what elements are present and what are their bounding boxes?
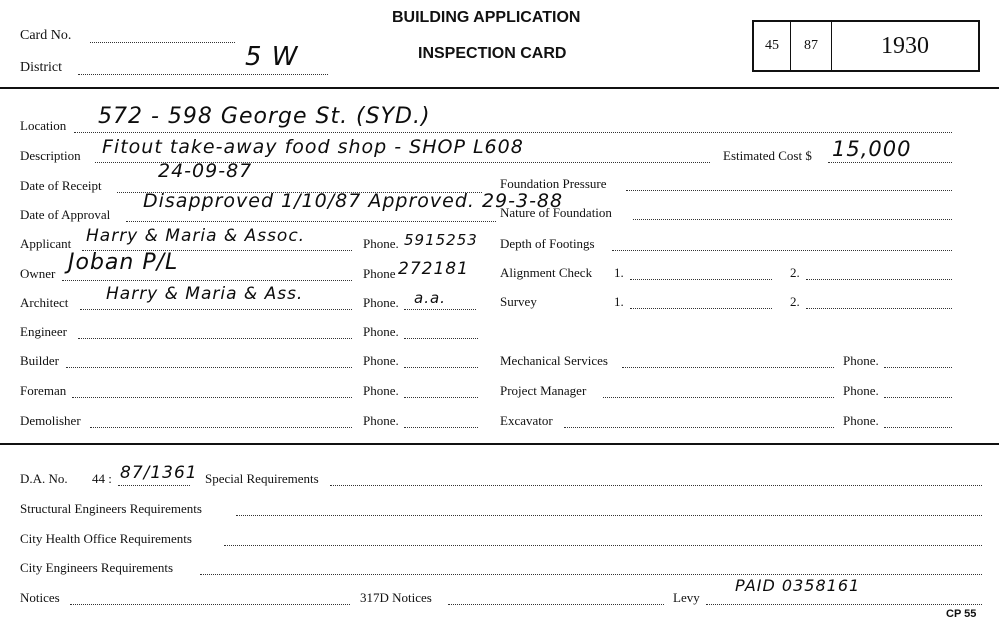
ref-box-a: 45 [754,22,791,70]
nature-of-foundation-label: Nature of Foundation [500,205,612,220]
estimated-cost-line [828,162,952,163]
date-of-approval-line [126,221,496,222]
levy-label: Levy [673,590,700,605]
foundation-pressure-line [626,190,952,191]
architect-phone-value: a.a. [414,289,446,307]
applicant-phone-value: 5915253 [404,231,478,249]
location-label: Location [20,118,67,133]
form-code: CP 55 [946,608,977,620]
architect-phone-line [404,309,476,310]
survey-line-2 [806,308,952,309]
foundation-pressure-label: Foundation Pressure [500,176,607,191]
engineer-line [78,338,352,339]
survey-line-1 [630,308,772,309]
engineer-phone-label: Phone. [363,324,399,339]
district-line [78,74,328,75]
architect-label: Architect [20,295,69,310]
description-value: Fitout take-away food shop - SHOP L608 [102,136,524,158]
alignment-check-line-1 [630,279,772,280]
da-value: 87/1361 [120,463,198,483]
date-of-approval-label: Date of Approval [20,207,111,222]
foreman-phone-line [404,397,478,398]
reference-boxes [752,20,980,72]
builder-line [66,367,352,368]
demolisher-line [90,427,352,428]
foreman-label: Foreman [20,383,67,398]
owner-label: Owner [20,266,56,281]
levy-value: PAID 0358161 [735,576,861,595]
owner-line [62,280,352,281]
mechanical-services-line [622,367,834,368]
depth-of-footings-line [612,250,952,251]
alignment-check-num-1: 1. [614,265,624,280]
city-health-label: City Health Office Requirements [20,531,192,546]
applicant-label: Applicant [20,236,72,251]
alignment-check-num-2: 2. [790,265,800,280]
ref-box-year: 1930 [881,32,929,59]
district-label: District [20,60,62,75]
owner-phone-value: 272181 [398,259,469,279]
date-of-approval-value: Disapproved 1/10/87 Approved. 29-3-88 [143,190,564,212]
structural-engineers-label: Structural Engineers Requirements [20,501,202,516]
description-label: Description [20,148,81,163]
date-of-receipt-value: 24-09-87 [158,160,253,182]
notices-317d-label: 317D Notices [360,590,432,605]
estimated-cost-label: Estimated Cost $ [723,148,812,163]
notices-label: Notices [20,590,60,605]
survey-num-1: 1. [614,294,624,309]
builder-label: Builder [20,353,59,368]
project-manager-phone-line [884,397,952,398]
card-no-line [90,42,235,43]
applicant-phone-label: Phone. [363,236,399,251]
project-manager-label: Project Manager [500,383,587,398]
alignment-check-line-2 [806,279,952,280]
form-title-line2: INSPECTION CARD [418,45,567,62]
builder-phone-label: Phone. [363,353,399,368]
owner-value: Joban P/L [68,250,179,275]
nature-of-foundation-line [633,219,952,220]
section-rule [0,443,999,445]
location-value: 572 - 598 George St. (SYD.) [98,104,431,129]
ref-box-b: 87 [791,22,832,70]
excavator-phone-label: Phone. [843,413,879,428]
da-no-label: D.A. No. [20,471,68,486]
depth-of-footings-label: Depth of Footings [500,236,595,251]
notices-line [70,604,350,605]
foreman-line [72,397,352,398]
mechanical-services-phone-label: Phone. [843,353,879,368]
city-engineers-line [200,574,982,575]
card-no-label: Card No. [20,28,72,43]
estimated-cost-value: 15,000 [832,137,912,161]
applicant-value: Harry & Maria & Assoc. [86,226,306,246]
form-title-line1: BUILDING APPLICATION [392,9,581,26]
district-value: 5 W [245,42,299,72]
levy-line [706,604,982,605]
project-manager-line [603,397,834,398]
demolisher-phone-line [404,427,478,428]
survey-num-2: 2. [790,294,800,309]
mechanical-services-phone-line [884,367,952,368]
special-requirements-label: Special Requirements [205,471,319,486]
alignment-check-label: Alignment Check [500,265,593,280]
demolisher-label: Demolisher [20,413,81,428]
da-line [118,485,190,486]
structural-engineers-line [236,515,982,516]
demolisher-phone-label: Phone. [363,413,399,428]
special-requirements-line [330,485,982,486]
owner-phone-label: Phone [363,266,396,281]
excavator-line [564,427,834,428]
da-prefix: 44 : [92,471,112,486]
city-health-line [224,545,982,546]
excavator-label: Excavator [500,413,553,428]
architect-value: Harry & Maria & Ass. [106,284,304,304]
excavator-phone-line [884,427,952,428]
engineer-phone-line [404,338,478,339]
notices-317d-line [448,604,664,605]
mechanical-services-label: Mechanical Services [500,353,608,368]
city-engineers-label: City Engineers Requirements [20,560,174,575]
project-manager-phone-label: Phone. [843,383,879,398]
architect-phone-label: Phone. [363,295,399,310]
architect-line [80,309,352,310]
foreman-phone-label: Phone. [363,383,399,398]
date-of-receipt-label: Date of Receipt [20,178,102,193]
engineer-label: Engineer [20,324,67,339]
location-line [74,132,952,133]
survey-label: Survey [500,294,537,309]
header-rule [0,87,999,89]
builder-phone-line [404,367,478,368]
